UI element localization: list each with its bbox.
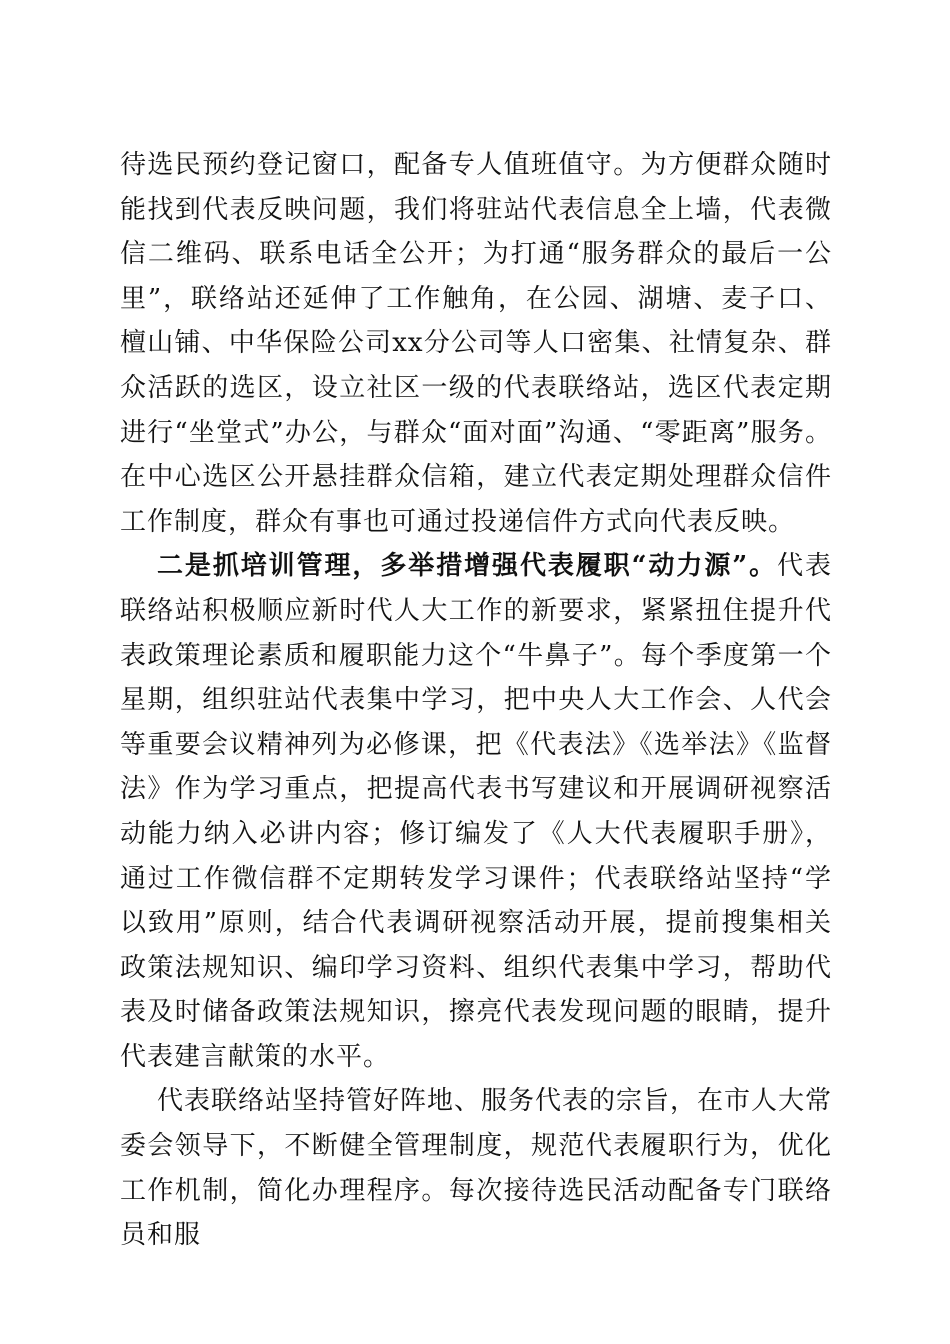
paragraph-2 bbox=[120, 544, 832, 1079]
paragraph-1 bbox=[120, 143, 832, 544]
paragraph-2-text: 代表联络站积极顺应新时代人大工作的新要求，紧紧扭住提升代表政策理论素质和履职能力这个“牛鼻子”。每个季度第一个星期，组织驻站代表集中学习，把中央人大工作会、人代会等重要会议精神列为必修课，把《代表法》《选举法》《监督法》作为学习重点，把提高代表书写建议和开展调研视察活动能力纳入必讲内容；修订编发了《人大代表履职手册》，通过工作微信群不定期转发学习课件；代表联络站坚持“学以致用”原则，结合代表调研视察活动开展，提前搜集相关政策法规知识、编印学习资料、组织代表集中学习，帮助代表及时储备政策法规知识，擦亮代表发现问题的眼睛，提升代表建言献策的水平。 bbox=[120, 551, 832, 1072]
paragraph-1-text: 待选民预约登记窗口，配备专人值班值守。为方便群众随时能找到代表反映问题，我们将驻站代表信息全上墙，代表微信二维码、联系电话全公开；为打通“服务群众的最后一公里”，联络站还延伸了工作触角，在公园、湖塘、麦子口、檀山铺、中华保险公司xx分公司等人口密集、社情复杂、群众活跃的选区，设立社区一级的代表联络站，选区代表定期进行“坐堂式”办公，与群众“面对面”沟通、“零距离”服务。在中心选区公开悬挂群众信箱，建立代表定期处理群众信件工作制度，群众有事也可通过投递信件方式向代表反映。 bbox=[120, 150, 832, 537]
paragraph-3 bbox=[120, 1079, 832, 1257]
paragraph-3-text: 代表联络站坚持管好阵地、服务代表的宗旨，在市人大常委会领导下，不断健全管理制度，规范代表履职行为，优化工作机制，简化办理程序。每次接待选民活动配备专门联络员和服 bbox=[120, 1086, 833, 1251]
paragraph-2-lead: 二是抓培训管理，多举措增强代表履职“动力源”。 bbox=[157, 551, 778, 582]
document-body bbox=[120, 143, 832, 1258]
